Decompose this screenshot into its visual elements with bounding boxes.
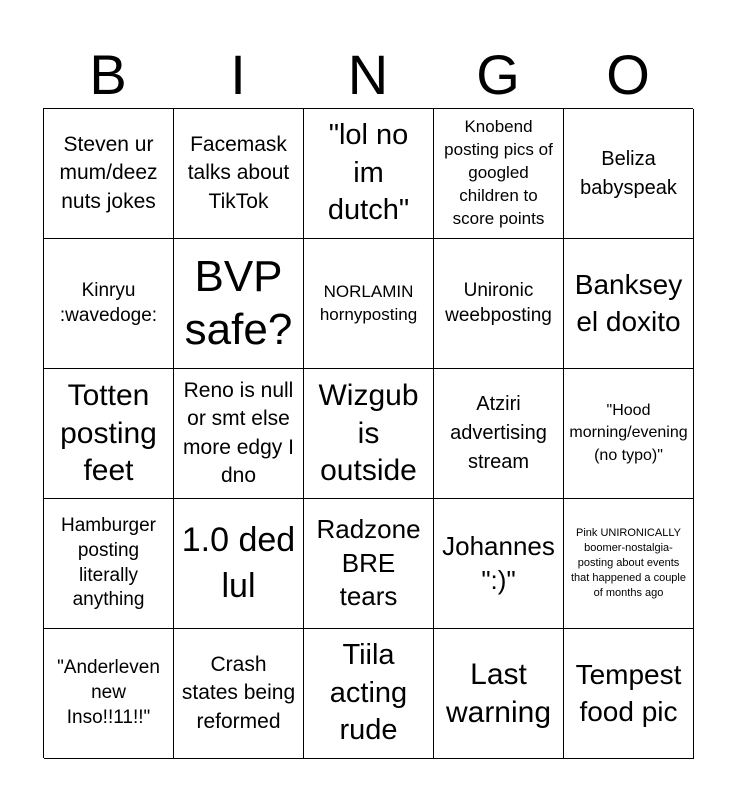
bingo-cell[interactable]: Knobend posting pics of googled children to score points bbox=[434, 109, 564, 239]
bingo-cell[interactable]: BVP safe? bbox=[174, 239, 304, 369]
bingo-cell[interactable]: Tiila acting rude bbox=[304, 629, 434, 759]
bingo-cell[interactable]: Hamburger posting literally anything bbox=[44, 499, 174, 629]
bingo-cell[interactable]: Reno is null or smt else more edgy I dno bbox=[174, 369, 304, 499]
bingo-cell[interactable]: Kinryu :wavedoge: bbox=[44, 239, 174, 369]
bingo-cell[interactable]: Radzone BRE tears bbox=[304, 499, 434, 629]
bingo-cell[interactable]: Johannes ":)" bbox=[434, 499, 564, 629]
bingo-cell[interactable]: 1.0 ded lul bbox=[174, 499, 304, 629]
bingo-cell[interactable]: Facemask talks about TikTok bbox=[174, 109, 304, 239]
bingo-cell[interactable]: "Anderleven new Inso!!11!!" bbox=[44, 629, 174, 759]
bingo-cell[interactable]: "Hood morning/evening (no typo)" bbox=[564, 369, 694, 499]
bingo-cell[interactable]: Crash states being reformed bbox=[174, 629, 304, 759]
bingo-cell[interactable]: Last warning bbox=[434, 629, 564, 759]
bingo-cell[interactable]: Wizgub is outside bbox=[304, 369, 434, 499]
bingo-cell[interactable]: Totten posting feet bbox=[44, 369, 174, 499]
bingo-cell[interactable]: NORLAMIN hornyposting bbox=[304, 239, 434, 369]
bingo-cell[interactable]: Unironic weebposting bbox=[434, 239, 564, 369]
bingo-cell[interactable]: Tempest food pic bbox=[564, 629, 694, 759]
bingo-cell[interactable]: Banksey el doxito bbox=[564, 239, 694, 369]
bingo-cell[interactable]: Atziri advertising stream bbox=[434, 369, 564, 499]
bingo-cell[interactable]: Pink UNIRONICALLY boomer-nostalgia-posting about events that happened a couple of months ago bbox=[564, 499, 694, 629]
bingo-cell[interactable]: Beliza babyspeak bbox=[564, 109, 694, 239]
header-letter-o: O bbox=[606, 43, 650, 106]
header-letter-b: B bbox=[89, 43, 127, 106]
header-letter-g: G bbox=[476, 43, 520, 106]
header-letter-n: N bbox=[347, 43, 389, 106]
bingo-cell[interactable]: "lol no im dutch" bbox=[304, 109, 434, 239]
header-letter-i: I bbox=[230, 43, 246, 106]
bingo-header bbox=[43, 40, 693, 110]
bingo-grid bbox=[43, 108, 693, 758]
bingo-cell[interactable]: Steven ur mum/deez nuts jokes bbox=[44, 109, 174, 239]
